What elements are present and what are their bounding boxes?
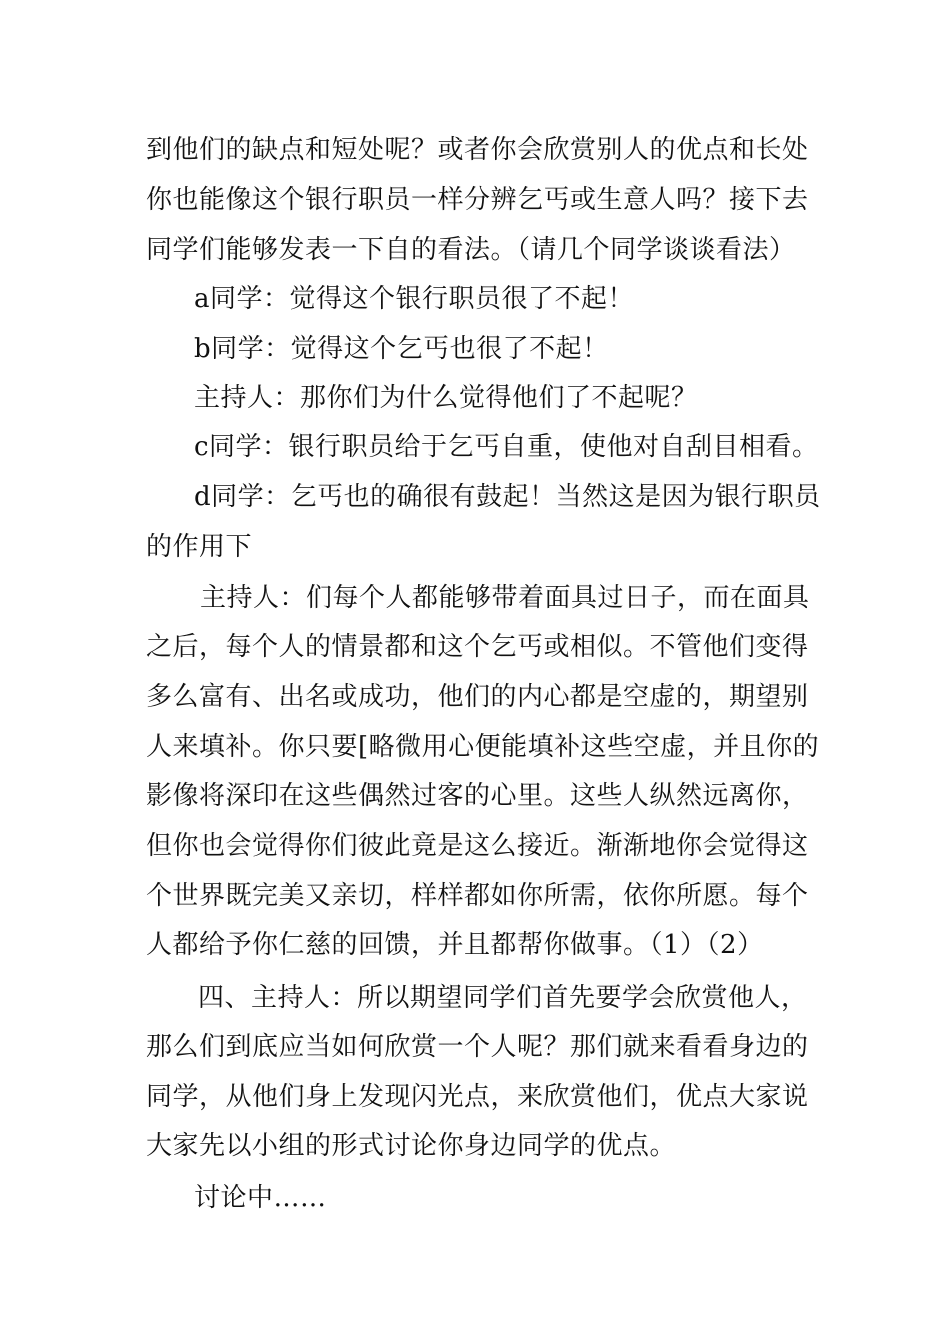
text-line: c同学：银行职员给于乞丐自重，使他对自刮目相看。	[194, 432, 819, 462]
text-line: 多么富有、出名或成功，他们的内心都是空虚的，期望别	[146, 682, 809, 712]
text-line: 的作用下	[146, 532, 253, 562]
text-line: 之后，每个人的情景都和这个乞丐或相似。不管他们变得	[146, 632, 809, 662]
text-line: a同学：觉得这个银行职员很了不起！	[194, 284, 635, 314]
text-line: 但你也会觉得你们彼此竟是这么接近。渐渐地你会觉得这	[146, 831, 809, 861]
text-line: 大家先以小组的形式讨论你身边同学的优点。	[146, 1131, 677, 1161]
text-line: 主持人：们每个人都能够带着面具过日子，而在面具	[200, 583, 810, 613]
text-line: 同学们能够发表一下自的看法。（请几个同学谈谈看法）	[146, 235, 796, 265]
text-line: 你也能像这个银行职员一样分辨乞丐或生意人吗？接下去	[146, 185, 809, 215]
text-line: 个世界既完美又亲切，样样都如你所需，依你所愿。每个	[146, 881, 809, 911]
text-line: 四、主持人：所以期望同学们首先要学会欣赏他人，	[198, 983, 808, 1013]
text-line: 到他们的缺点和短处呢？或者你会欣赏别人的优点和长处	[146, 135, 809, 165]
text-line: 人来填补。你只要[略微用心便能填补这些空虚，并且你的	[146, 732, 820, 762]
text-line: b同学：觉得这个乞丐也很了不起！	[194, 334, 609, 364]
text-line: 同学，从他们身上发现闪光点，来欣赏他们，优点大家说	[146, 1082, 809, 1112]
text-line: 人都给予你仁慈的回馈，并且都帮你做事。（1）（2）	[146, 930, 764, 960]
text-line: 影像将深印在这些偶然过客的心里。这些人纵然远离你，	[146, 781, 809, 811]
text-line: d同学：乞丐也的确很有鼓起！当然这是因为银行职员	[194, 482, 821, 512]
text-line: 主持人：那你们为什么觉得他们了不起呢？	[194, 383, 698, 413]
text-line: 那么们到底应当如何欣赏一个人呢？那们就来看看身边的	[146, 1032, 809, 1062]
text-line: 讨论中……	[194, 1183, 327, 1213]
